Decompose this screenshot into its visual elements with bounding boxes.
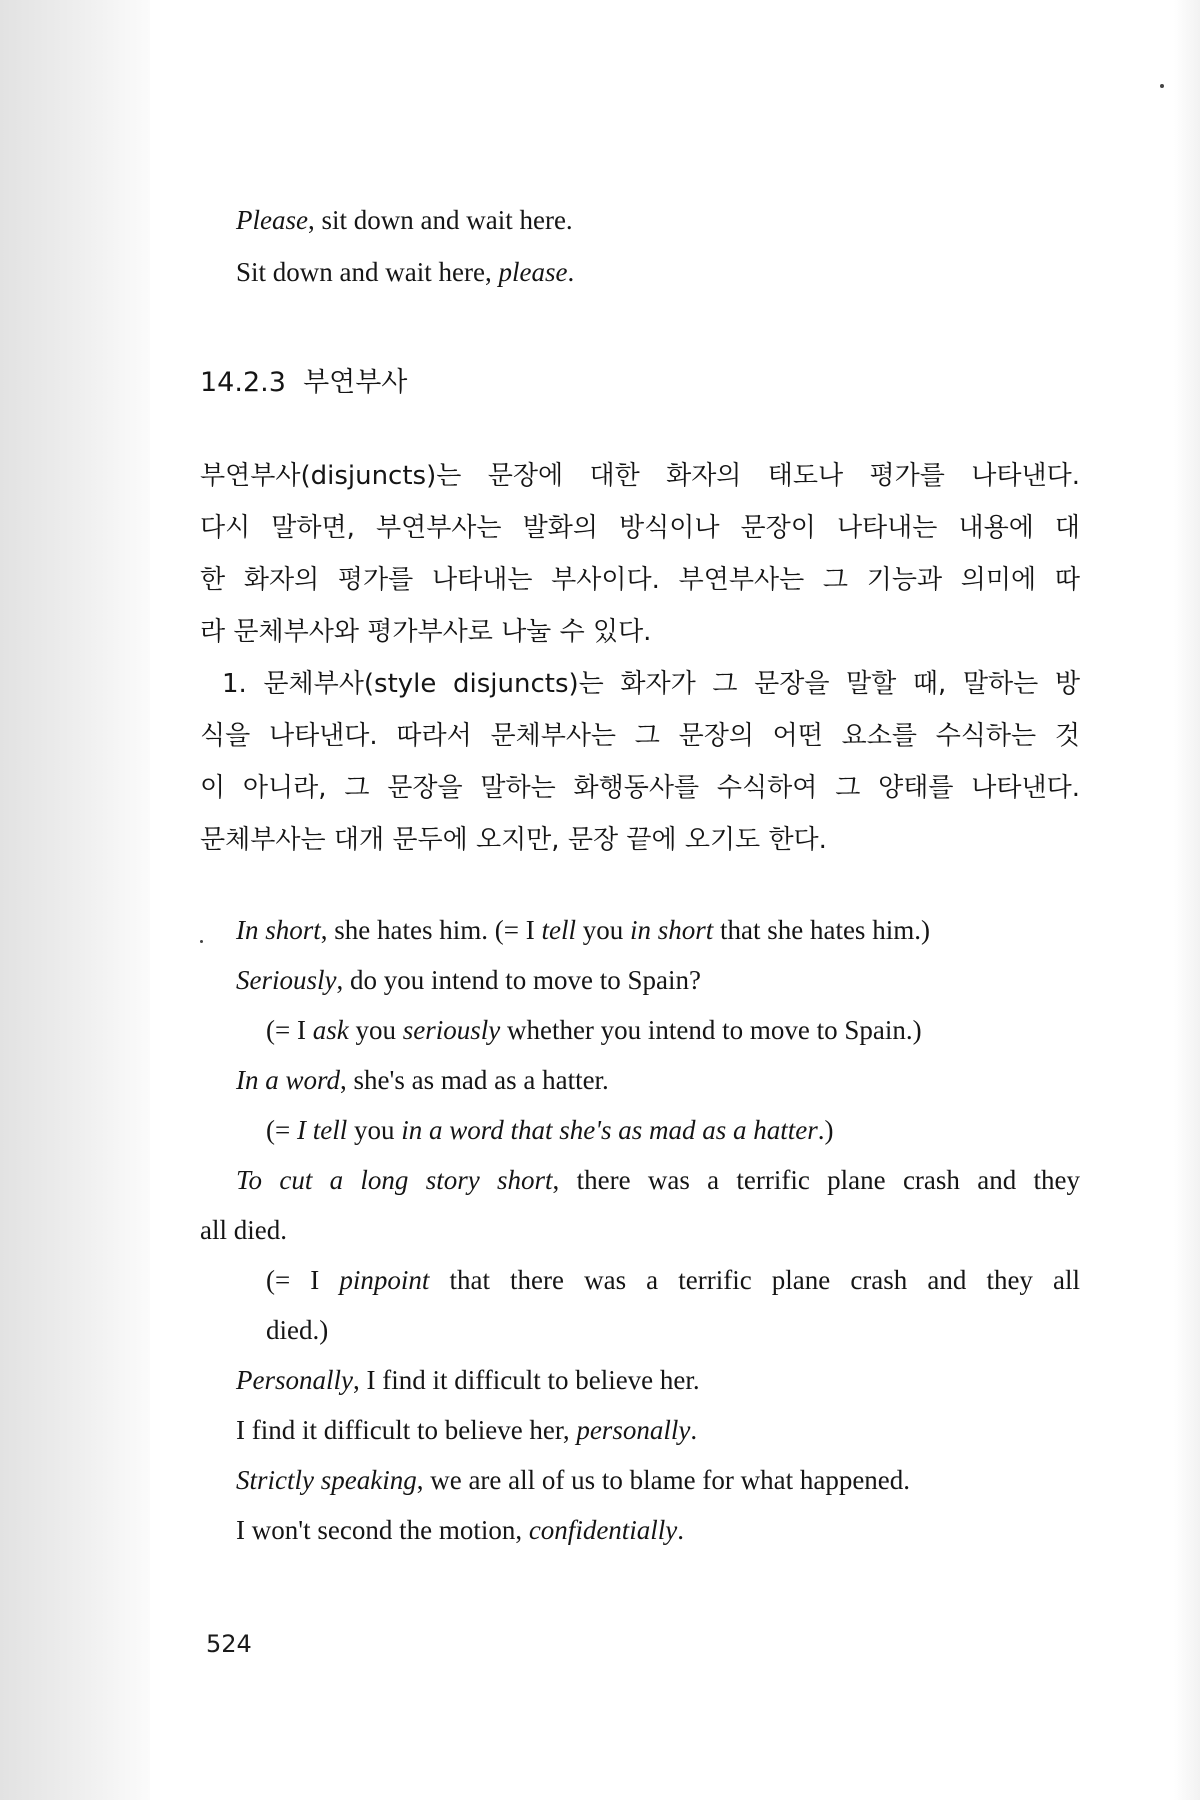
paraphrase-line-continued: died.) [266, 1315, 329, 1345]
page-gutter-shadow [0, 0, 150, 1800]
example-line [236, 1515, 684, 1546]
italic-text: confidentially [528, 1515, 678, 1545]
italic-text: Personally [236, 1365, 353, 1395]
example-text: , she hates him. (= I [320, 915, 542, 945]
paraphrase-line [266, 1115, 834, 1146]
paraphrase-line [266, 1265, 1080, 1296]
example-text: . [567, 257, 575, 287]
example-text: . [677, 1515, 685, 1545]
paragraph-line: 라 문체부사와 평가부사로 나눌 수 있다. [200, 617, 652, 647]
example-text: (= I [266, 1015, 313, 1045]
section-heading [200, 360, 407, 399]
italic-text: please [498, 257, 568, 287]
example-line [236, 915, 930, 946]
italic-text: seriously [402, 1015, 501, 1045]
example-line [236, 205, 573, 236]
italic-text: in short [629, 915, 714, 945]
page-number: 524 [206, 1630, 252, 1658]
example-text: , I find it difficult to believe her. [352, 1365, 700, 1395]
example-text: , there was a terrific plane crash and they [552, 1165, 1080, 1195]
list-item-line: 식을 나타낸다. 따라서 문체부사는 그 문장의 어떤 요소를 수식하는 것 [200, 721, 1080, 751]
example-line [236, 1165, 1080, 1196]
example-text: that there was a terrific plane crash and they all [429, 1265, 1080, 1295]
italic-text: tell [541, 915, 576, 945]
example-line [236, 257, 574, 288]
italic-text: In a word [236, 1065, 341, 1095]
example-text: , she's as mad as a hatter. [340, 1065, 609, 1095]
list-item-line: 문체부사는 대개 문두에 오지만, 문장 끝에 오기도 한다. [200, 825, 827, 855]
italic-text: Seriously [236, 965, 337, 995]
section-title: 부연부사 [303, 367, 408, 398]
example-text: Sit down and wait here, [236, 257, 499, 287]
list-item-line: 이 아니라, 그 문장을 말하는 화행동사를 수식하여 그 양태를 나타낸다. [200, 773, 1080, 803]
example-line [236, 1365, 700, 1396]
example-text: I find it difficult to believe her, [236, 1415, 577, 1445]
page-edge-shadow [1174, 0, 1200, 1800]
example-text: (= [266, 1115, 297, 1145]
italic-text: personally [576, 1415, 691, 1445]
example-text: , sit down and wait here. [307, 205, 573, 235]
paragraph-line: 다시 말하면, 부연부사는 발화의 방식이나 문장이 나타내는 내용에 대 [200, 513, 1080, 543]
paragraph-line: 한 화자의 평가를 나타내는 부사이다. 부연부사는 그 기능과 의미에 따 [200, 565, 1080, 595]
italic-text: ask [312, 1015, 349, 1045]
italic-text: Strictly speaking [236, 1465, 417, 1495]
italic-text: pinpoint [339, 1265, 430, 1295]
italic-text: To cut a long story short [236, 1165, 553, 1195]
example-line-continued: all died. [200, 1215, 287, 1245]
example-text: , do you intend to move to Spain? [336, 965, 701, 995]
example-text: you [575, 915, 630, 945]
example-line [236, 1065, 609, 1096]
example-line [236, 965, 701, 996]
list-item-line: 1. 문체부사(style disjuncts)는 화자가 그 문장을 말할 때, 말하는 방 [222, 669, 1080, 699]
example-text: you [348, 1015, 403, 1045]
example-line [236, 1465, 910, 1496]
scan-speck [1160, 84, 1164, 88]
section-number: 14.2.3 [200, 367, 286, 398]
paraphrase-line [266, 1015, 922, 1046]
example-line [236, 1415, 697, 1446]
example-text: whether you intend to move to Spain.) [500, 1015, 922, 1045]
example-text: I won't second the motion, [236, 1515, 529, 1545]
example-text: , we are all of us to blame for what happened. [416, 1465, 911, 1495]
italic-text: I tell [296, 1115, 348, 1145]
paragraph-line: 부연부사(disjuncts)는 문장에 대한 화자의 태도나 평가를 나타낸다. [200, 461, 1080, 491]
example-text: (= I [266, 1265, 340, 1295]
italic-text: Please [236, 205, 308, 235]
italic-text: In short [236, 915, 321, 945]
scan-speck [200, 940, 203, 943]
example-text: . [690, 1415, 698, 1445]
example-text: .) [817, 1115, 834, 1145]
italic-text: in a word that she's as mad as a hatter [401, 1115, 818, 1145]
example-text: that she hates him.) [713, 915, 930, 945]
example-text: you [347, 1115, 402, 1145]
